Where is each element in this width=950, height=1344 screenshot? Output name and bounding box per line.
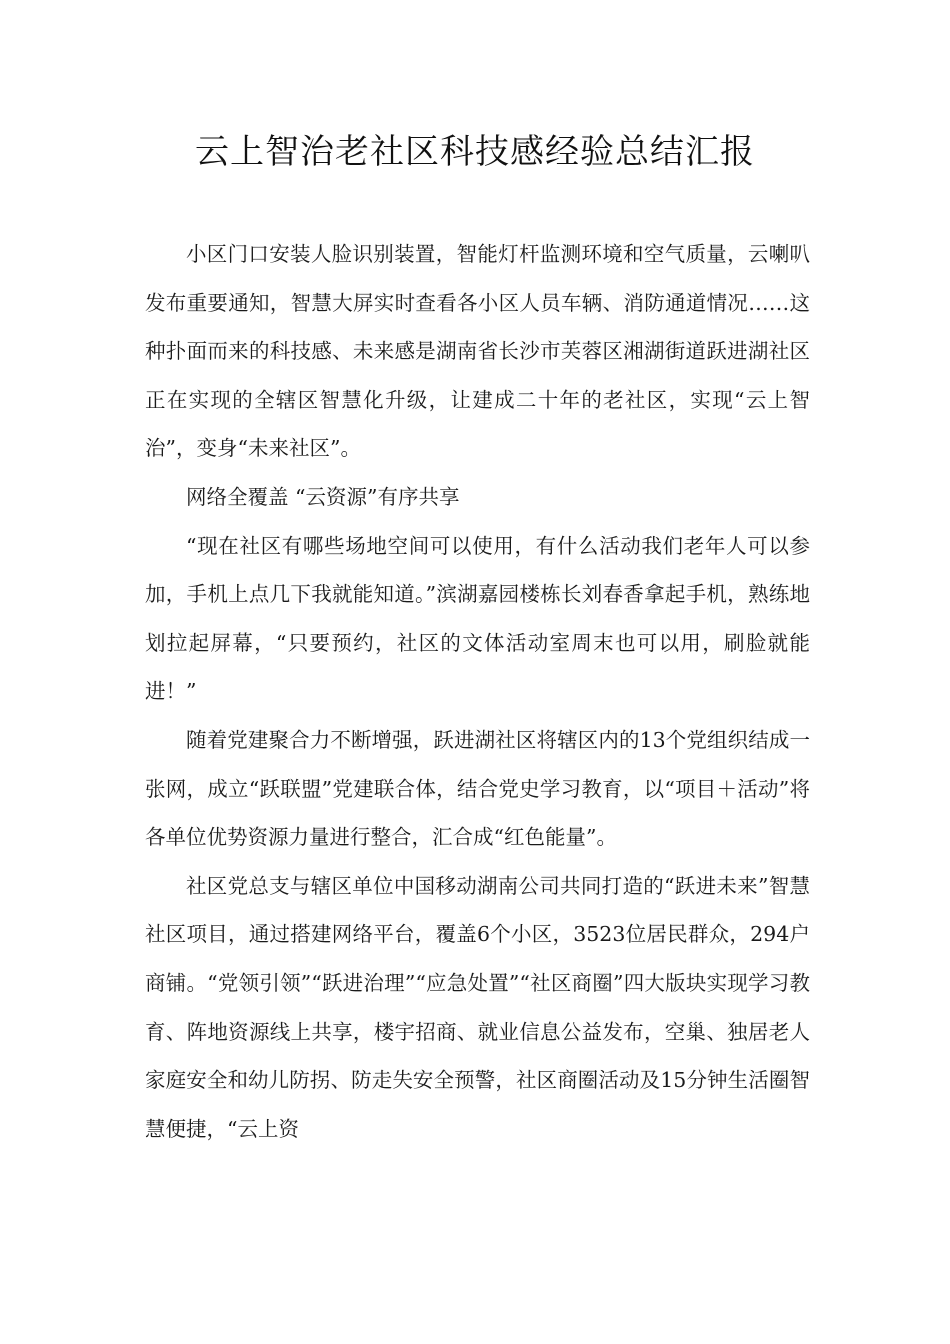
document-title: 云上智治老社区科技感经验总结汇报 — [195, 132, 755, 172]
paragraph-intro: 小区门口安装人脸识别装置，智能灯杆监测环境和空气质量，云喇叭发布重要通知，智慧大屏实时查看各小区人员车辆、消防通道情况……这种扑面而来的科技感、未来感是湖南省长沙市芙蓉区湘湖街道跃进湖社区正在实现的全辖区智慧化升级，让建成二十年的老社区，实现“云上智治”，变身“未来社区”。 — [145, 242, 810, 461]
section-heading: 网络全覆盖 “云资源”有序共享 — [186, 484, 460, 509]
document-body — [145, 230, 810, 1153]
paragraph-quote: “现在社区有哪些场地空间可以使用，有什么活动我们老年人可以参加，手机上点几下我就能知道。”滨湖嘉园楼栋长刘春香拿起手机，熟练地划拉起屏幕，“只要预约，社区的文体活动室周末也可以用，刷脸就能进！” — [145, 533, 810, 704]
paragraph-party-building: 随着党建聚合力不断增强，跃进湖社区将辖区内的13个党组织结成一张网，成立“跃联盟”党建联合体，结合党史学习教育，以“项目＋活动”将各单位优势资源力量进行整合，汇合成“红色能量”。 — [145, 727, 810, 850]
paragraph-smart-community: 社区党总支与辖区单位中国移动湖南公司共同打造的“跃进未来”智慧社区项目，通过搭建网络平台，覆盖6个小区，3523位居民群众，294户商铺。“党领引领”“跃进治理”“应急处置”“社区商圈”四大版块实现学习教育、阵地资源线上共享，楼宇招商、就业信息公益发布，空巢、独居老人家庭安全和幼儿防拐、防走失安全预警，社区商圈活动及15分钟生活圈智慧便捷，“云上资 — [145, 873, 810, 1141]
